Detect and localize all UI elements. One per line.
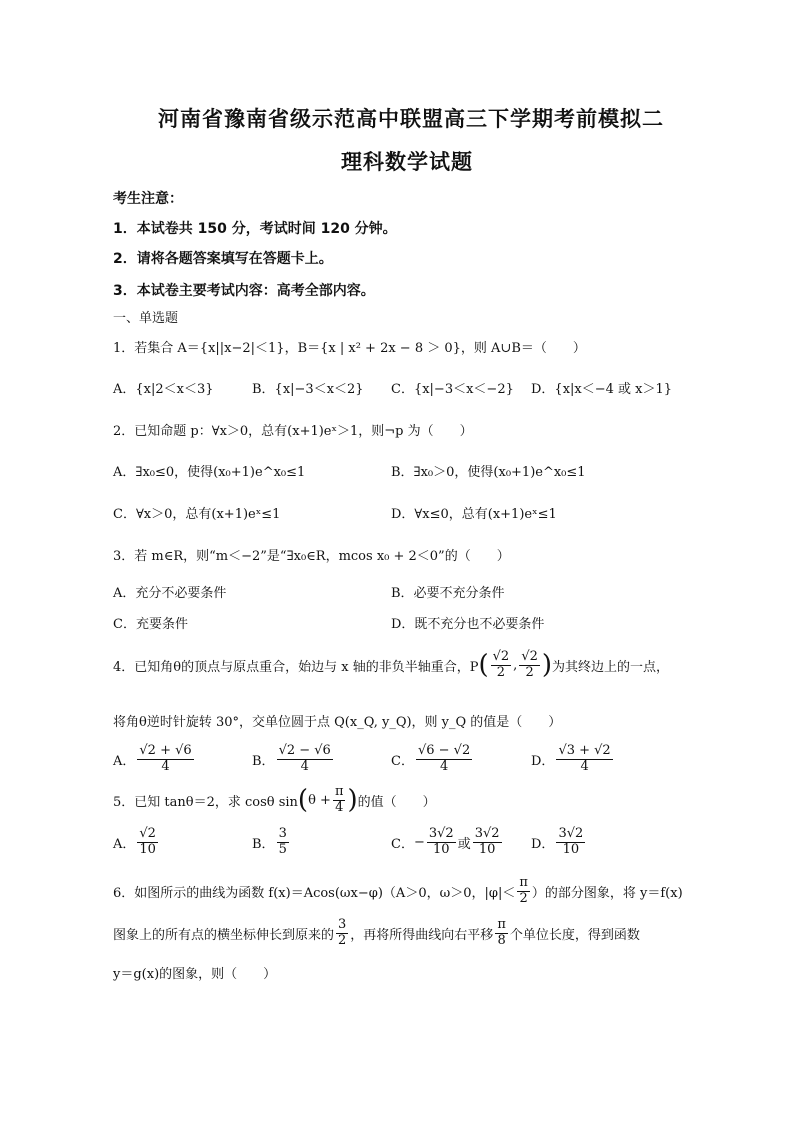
q4-stem-text: 4．已知角θ的顶点与原点重合，始边与 x 轴的非负半轴重合，P	[113, 659, 479, 675]
option-label: A．	[113, 836, 136, 852]
q3-option-a: A．充分不必要条件	[113, 586, 227, 601]
fraction-denominator: 2	[338, 932, 347, 948]
q1-option-a: A．{x|2＜x＜3}	[113, 382, 214, 397]
fraction-numerator: 3	[338, 917, 347, 932]
q5-stem-text: 的值（ ）	[357, 794, 436, 810]
fraction-denominator: 4	[580, 758, 589, 774]
fraction-denominator: 4	[300, 758, 309, 774]
fraction-numerator: π	[519, 875, 528, 890]
fraction-numerator: 3√2	[474, 826, 500, 841]
minus-sign: −	[413, 834, 425, 850]
section-heading: 一、单选题	[113, 311, 179, 326]
q5-option-d	[531, 827, 587, 858]
option-label: B．	[252, 836, 275, 852]
q4-option-b	[252, 744, 335, 775]
fraction-denominator: 5	[278, 841, 287, 857]
fraction-numerator: √6 − √2	[417, 743, 471, 758]
paren-right: )	[541, 650, 553, 681]
q5-option-b	[252, 827, 291, 858]
option-label: C．	[391, 753, 414, 769]
q4-option-d	[531, 744, 615, 775]
q1-stem: 1．若集合 A＝{x||x−2|＜1}，B＝{x | x² + 2x − 8 ＞ 0}，则 A∪B＝（ ）	[113, 341, 586, 356]
q3-option-c: C．充要条件	[113, 617, 188, 632]
q6-text: 个单位长度，得到函数	[509, 927, 640, 943]
fraction-denominator: 8	[497, 932, 506, 948]
option-label: D．	[531, 836, 555, 852]
q4-stem-line1	[113, 650, 669, 681]
paren-left: (	[297, 785, 309, 816]
q2-option-c: C．∀x＞0，总有(x+1)eˣ≤1	[113, 507, 281, 522]
q1-option-c: C．{x|−3＜x＜−2}	[391, 382, 514, 397]
option-label: D．	[531, 753, 555, 769]
fraction-numerator: √2 + √6	[139, 743, 192, 758]
fraction-denominator: 4	[161, 758, 170, 774]
q6-text: 6．如图所示的曲线为函数 f(x)＝Acos(ωx−φ)（A＞0，ω＞0，|φ|＜	[113, 885, 516, 901]
comma: ,	[513, 657, 518, 673]
fraction-numerator: 3√2	[428, 826, 454, 841]
paren-left: (	[478, 650, 489, 681]
q6-line3: y＝g(x)的图象，则（ ）	[113, 967, 277, 982]
fraction-denominator: 4	[335, 799, 344, 815]
notice-item: 1．本试卷共 150 分，考试时间 120 分钟。	[113, 221, 397, 237]
option-label: C．	[391, 836, 414, 852]
q2-option-a: A．∃x₀≤0，使得(x₀+1)e^x₀≤1	[113, 465, 306, 480]
q4-stem-text: 为其终边上的一点，	[552, 659, 670, 675]
fraction-denominator: 10	[562, 841, 580, 857]
fraction-numerator: √2	[139, 826, 156, 841]
fraction-denominator: 2	[525, 664, 534, 680]
fraction-numerator: √3 + √2	[558, 743, 611, 758]
q2-option-b: B．∃x₀＞0，使得(x₀+1)e^x₀≤1	[391, 465, 586, 480]
fraction-numerator: π	[497, 917, 506, 932]
q4-option-c	[391, 744, 474, 775]
fraction-numerator: 3	[278, 826, 287, 841]
fraction-numerator: 3√2	[558, 826, 584, 841]
page-subtitle: 理科数学试题	[341, 150, 473, 174]
q5-stem-text: 5．已知 tanθ＝2，求 cosθ sin	[113, 794, 298, 810]
q3-option-d: D．既不充分也不必要条件	[391, 617, 545, 632]
q4-point-x-fraction	[491, 650, 512, 681]
q5-option-c	[391, 827, 504, 858]
fraction-numerator: √2 − √6	[278, 743, 331, 758]
fraction-denominator: 4	[439, 758, 449, 774]
q6-text: ，再将所得曲线向右平移	[350, 927, 494, 943]
fraction-denominator: 2	[519, 890, 528, 906]
q5-stem	[113, 785, 436, 816]
fraction-denominator: 10	[478, 841, 496, 857]
q4-point-y-fraction	[519, 650, 540, 681]
option-label: B．	[252, 753, 275, 769]
q5-option-a	[113, 827, 160, 858]
q6-line1	[113, 876, 683, 907]
fraction-denominator: 10	[433, 841, 450, 857]
fraction-denominator: 2	[496, 664, 506, 680]
fraction-numerator: π	[334, 784, 344, 799]
q4-option-a	[113, 744, 196, 775]
notice-heading: 考生注意：	[113, 191, 183, 207]
q5-argument-text: θ +	[308, 792, 331, 808]
q2-option-d: D．∀x≤0，总有(x+1)eˣ≤1	[391, 507, 557, 522]
q6-line2	[113, 918, 640, 949]
q3-option-b: B．必要不充分条件	[391, 586, 505, 601]
notice-item: 2．请将各题答案填写在答题卡上。	[113, 251, 333, 267]
option-label: A．	[113, 753, 136, 769]
q2-stem: 2．已知命题 p：∀x＞0，总有(x+1)eˣ＞1，则¬p 为（ ）	[113, 424, 473, 439]
q6-text: 图象上的所有点的横坐标伸长到原来的	[113, 927, 335, 943]
q1-option-b: B．{x|−3＜x＜2}	[252, 382, 364, 397]
fraction-denominator: 10	[139, 841, 156, 857]
q3-stem: 3．若 m∈R，则“m＜−2”是“∃x₀∈R，mcos x₀ + 2＜0”的（ ）	[113, 549, 510, 564]
or-word: 或	[457, 836, 471, 852]
q6-text: ）的部分图象，将 y＝f(x)	[531, 885, 683, 901]
fraction-numerator: √2	[492, 649, 510, 664]
page-title: 河南省豫南省级示范高中联盟高三下学期考前模拟二	[158, 107, 664, 131]
q1-option-d: D．{x|x＜−4 或 x＞1}	[531, 382, 673, 397]
q4-stem-line2: 将角θ逆时针旋转 30°，交单位圆于点 Q(x_Q, y_Q)，则 y_Q 的值是（ ）	[113, 715, 562, 730]
notice-item: 3．本试卷主要考试内容：高考全部内容。	[113, 283, 375, 299]
fraction-numerator: √2	[521, 649, 538, 664]
paren-right: )	[347, 785, 358, 816]
